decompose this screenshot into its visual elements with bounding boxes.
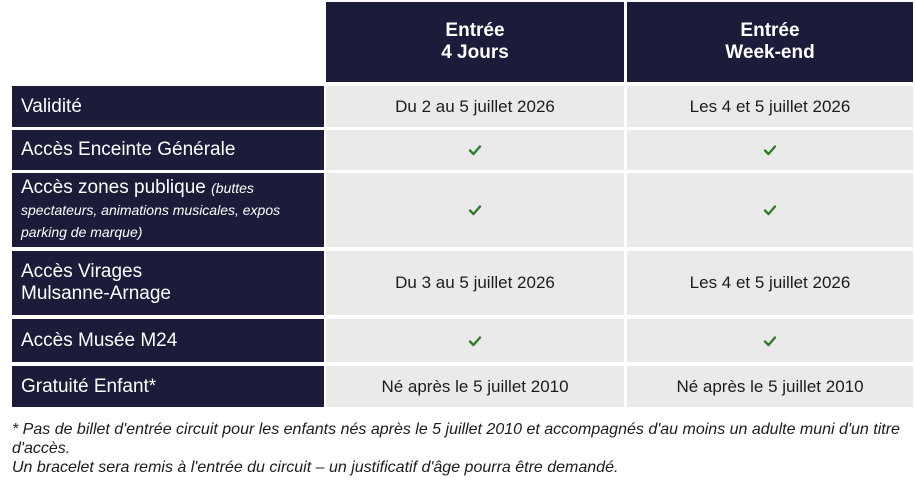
musee-4-jours xyxy=(326,319,624,362)
check-icon xyxy=(763,143,777,157)
footnote xyxy=(12,420,907,477)
header-col1-line2: 4 Jours xyxy=(441,42,509,63)
cell-text: Les 4 et 5 juillet 2026 xyxy=(689,96,851,116)
enceinte-4-jours xyxy=(326,130,624,170)
validite-week-end xyxy=(627,86,913,127)
cell-text: Les 4 et 5 juillet 2026 xyxy=(689,273,851,292)
musee-week-end xyxy=(627,319,913,362)
row-label-text: Accès Virages Mulsanne-Arnage xyxy=(21,261,171,304)
check-icon xyxy=(763,203,777,217)
validite-4-jours xyxy=(326,86,624,127)
row-label-text: Gratuité Enfant* xyxy=(21,375,157,397)
zones-publique-4-jours xyxy=(326,173,624,247)
check-icon xyxy=(468,334,482,348)
virages-week-end xyxy=(627,251,913,315)
header-entree-4-jours xyxy=(326,2,624,82)
enceinte-week-end xyxy=(627,130,913,170)
row-label-wrap xyxy=(21,177,324,243)
gratuite-week-end xyxy=(627,366,913,407)
row-label-validite xyxy=(12,86,324,127)
cell-text: Du 2 au 5 juillet 2026 xyxy=(395,96,555,116)
zones-publique-week-end xyxy=(627,173,913,247)
footnote-line-1: * Pas de billet d'entrée circuit pour les enfants nés après le 5 juillet 2010 et accompagnés d'au moins un adulte muni d'un titre d'accès. xyxy=(12,421,900,457)
cell-text: Né après le 5 juillet 2010 xyxy=(676,376,864,396)
header-entree-week-end xyxy=(627,2,913,82)
row-label-note: (buttes spectateurs, animations musicales, expos parking de marque) xyxy=(21,180,281,240)
header-col1-line1: Entrée xyxy=(445,20,505,41)
row-label-zones-publique xyxy=(12,173,324,247)
row-label-virages xyxy=(12,251,324,315)
check-icon xyxy=(763,334,777,348)
check-icon xyxy=(468,143,482,157)
header-col2-line1: Entrée xyxy=(740,20,800,41)
row-label-musee xyxy=(12,319,324,362)
footnote-line-2: Un bracelet sera remis à l'entrée du circuit – un justificatif d'âge pourra être demandé. xyxy=(12,459,619,476)
cell-text: Du 3 au 5 juillet 2026 xyxy=(395,273,555,292)
virages-4-jours xyxy=(326,251,624,315)
row-label-text: Accès zones publique xyxy=(21,177,206,198)
row-label-text: Validité xyxy=(21,95,82,117)
row-label-text: Accès Enceinte Générale xyxy=(21,139,236,160)
check-icon xyxy=(468,203,482,217)
cell-text: Né après le 5 juillet 2010 xyxy=(381,376,569,396)
row-label-gratuite-enfant xyxy=(12,366,324,407)
header-col2-line2: Week-end xyxy=(725,42,815,63)
row-label-text: Accès Musée M24 xyxy=(21,329,178,351)
row-label-enceinte-generale xyxy=(12,130,324,170)
gratuite-4-jours xyxy=(326,366,624,407)
